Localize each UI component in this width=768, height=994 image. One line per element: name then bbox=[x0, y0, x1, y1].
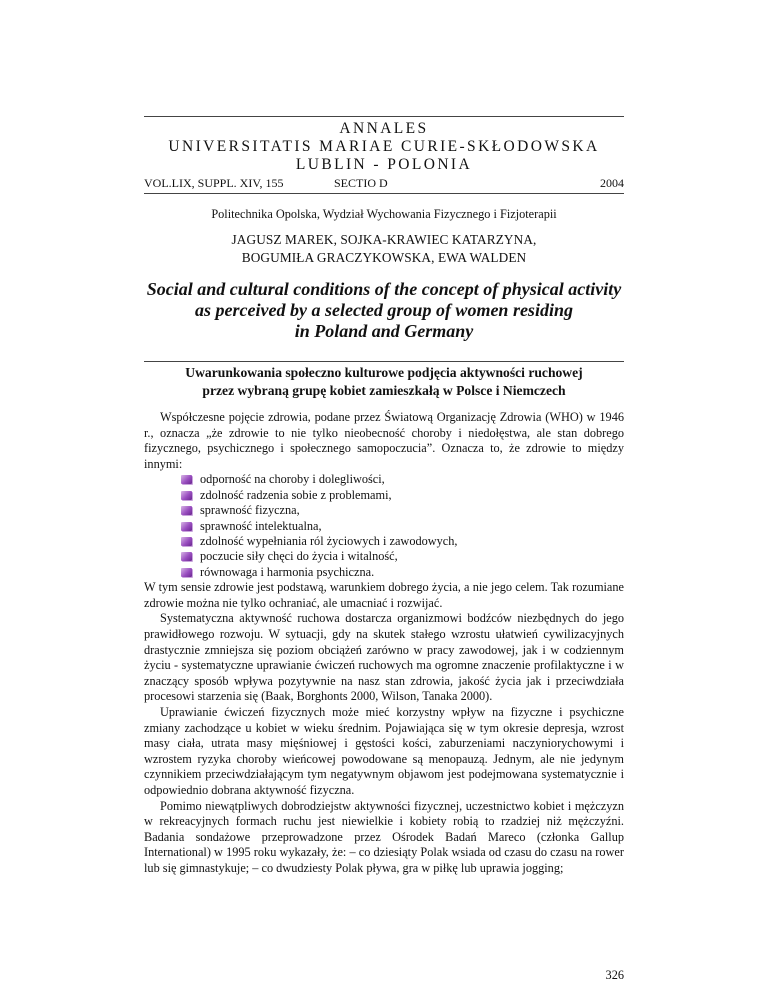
affiliation: Politechnika Opolska, Wydział Wychowania Fizycznego i Fizjoterapii bbox=[211, 207, 557, 221]
list-item: równowaga i harmonia psychiczna. bbox=[180, 565, 624, 580]
page-number: 326 bbox=[605, 968, 624, 982]
bullet-icon bbox=[181, 552, 192, 561]
top-rule bbox=[144, 116, 624, 117]
subtitle-line-2: przez wybraną grupę kobiet zamieszkałą w Polsce i Niemczech bbox=[202, 383, 566, 398]
title-rule bbox=[144, 361, 624, 362]
list-item: sprawność intelektualna, bbox=[180, 519, 624, 534]
sectio-info: SECTIO D bbox=[334, 176, 388, 190]
journal-meta bbox=[144, 176, 624, 190]
paper-subtitle bbox=[144, 364, 624, 400]
paragraph-4: Uprawianie ćwiczeń fizycznych może mieć korzystny wpływ na fizyczne i psychiczne zmiany zachodzące u kobiet w wieku średnim. Pojawiająca się w tym okresie depresja, wzrost masy ciała, utrata masy mięśniowej i gęstości kości, zaburzeniami naczyniorychowymi i wzrostem ryzyka choroby wieńcowej powodowane są menopauzą. Jednym, ale nie jedynym czynnikiem przeciwdziałającym tym negatywnym objawom jest podejmowana systematycznie i odpowiednio dobrana aktywność fizyczna. bbox=[144, 704, 624, 797]
paragraph-1: Współczesne pojęcie zdrowia, podane przez Światową Organizację Zdrowia (WHO) w 1946 r., oznacza „że zdrowie to nie tylko nieobecność choroby i niedołęstwa, ale stan dobrego fizycznego, psychicznego i społecznego samopoczucia”. Oznacza to, że zdrowie to między innymi: bbox=[144, 410, 624, 471]
list-item: sprawność fizyczna, bbox=[180, 503, 624, 518]
paragraph-2: W tym sensie zdrowie jest podstawą, warunkiem dobrego życia, a nie jego celem. Tak rozumiane zdrowie można nie tylko ochraniać, ale umacniać i rozwijać. bbox=[144, 580, 624, 610]
authors-line-1: JAGUSZ MAREK, SOJKA-KRAWIEC KATARZYNA, bbox=[231, 232, 537, 247]
bullet-icon bbox=[181, 537, 192, 546]
authors bbox=[144, 231, 624, 267]
article-body bbox=[144, 410, 624, 877]
list-item: poczucie siły chęci do życia i witalność, bbox=[180, 549, 624, 564]
journal-location: LUBLIN - POLONIA bbox=[295, 156, 473, 173]
paragraph-3: Systematyczna aktywność ruchowa dostarcza organizmowi bodźców niezbędnych do jego prawidłowego rozwoju. W sytuacji, gdy na skutek stałego wzrostu ułatwień cywilizacyjnych drastycznie zmniejsza się poziom obciążeń zarówno w pracy zawodowej, jak i w codziennym życiu - systematyczne uprawianie ćwiczeń ruchowych ma ogromne znaczenie profilaktyczne i w znaczący sposób wpływa pozytywnie na nasz stan zdrowia, jakość życia jak i przeciwdziała procesowi starzenia się (Baak, Borghonts 2000, Wilson, Tanaka 2000). bbox=[144, 611, 624, 704]
subtitle-line-1: Uwarunkowania społeczno kulturowe podjęcia aktywności ruchowej bbox=[185, 365, 583, 380]
health-list bbox=[144, 472, 624, 580]
list-item: odporność na choroby i dolegliwości, bbox=[180, 472, 624, 487]
bullet-icon bbox=[181, 475, 192, 484]
authors-line-2: BOGUMIŁA GRACZYKOWSKA, EWA WALDEN bbox=[241, 250, 527, 265]
volume-info: VOL.LIX, SUPPL. XIV, 155 bbox=[144, 176, 284, 190]
title-line-1: Social and cultural conditions of the concept of physical activity bbox=[146, 279, 622, 299]
paragraph-5: Pomimo niewątpliwych dobrodziejstw aktywności fizycznej, uczestnictwo kobiet i mężczyzn w rekreacyjnych formach ruchu jest niewielkie i kobiety robią to rzadziej niż mężczyźni. Badania sondażowe przeprowadzone przez Ośrodek Badań Mareco (członka Gallup International) w 1995 roku wykazały, że: – co dziesiąty Polak wsiada od czasu do czasu na rower lub się gimnastykuje; – co dwudziesty Polak pływa, gra w piłkę lub uprawia jogging; bbox=[144, 798, 624, 875]
bullet-icon bbox=[181, 568, 192, 577]
list-item: zdolność wypełniania ról życiowych i zawodowych, bbox=[180, 534, 624, 549]
bullet-icon bbox=[181, 522, 192, 531]
title-line-3: in Poland and Germany bbox=[294, 321, 474, 341]
bullet-icon bbox=[181, 506, 192, 515]
journal-name: ANNALES bbox=[339, 120, 429, 137]
year-info: 2004 bbox=[600, 176, 624, 190]
paper-title bbox=[144, 279, 624, 342]
header-bottom-rule bbox=[144, 193, 624, 194]
bullet-icon bbox=[181, 491, 192, 500]
list-item: zdolność radzenia sobie z problemami, bbox=[180, 488, 624, 503]
journal-university: UNIVERSITATIS MARIAE CURIE-SKŁODOWSKA bbox=[168, 138, 600, 155]
title-line-2: as perceived by a selected group of women residing bbox=[195, 300, 573, 320]
